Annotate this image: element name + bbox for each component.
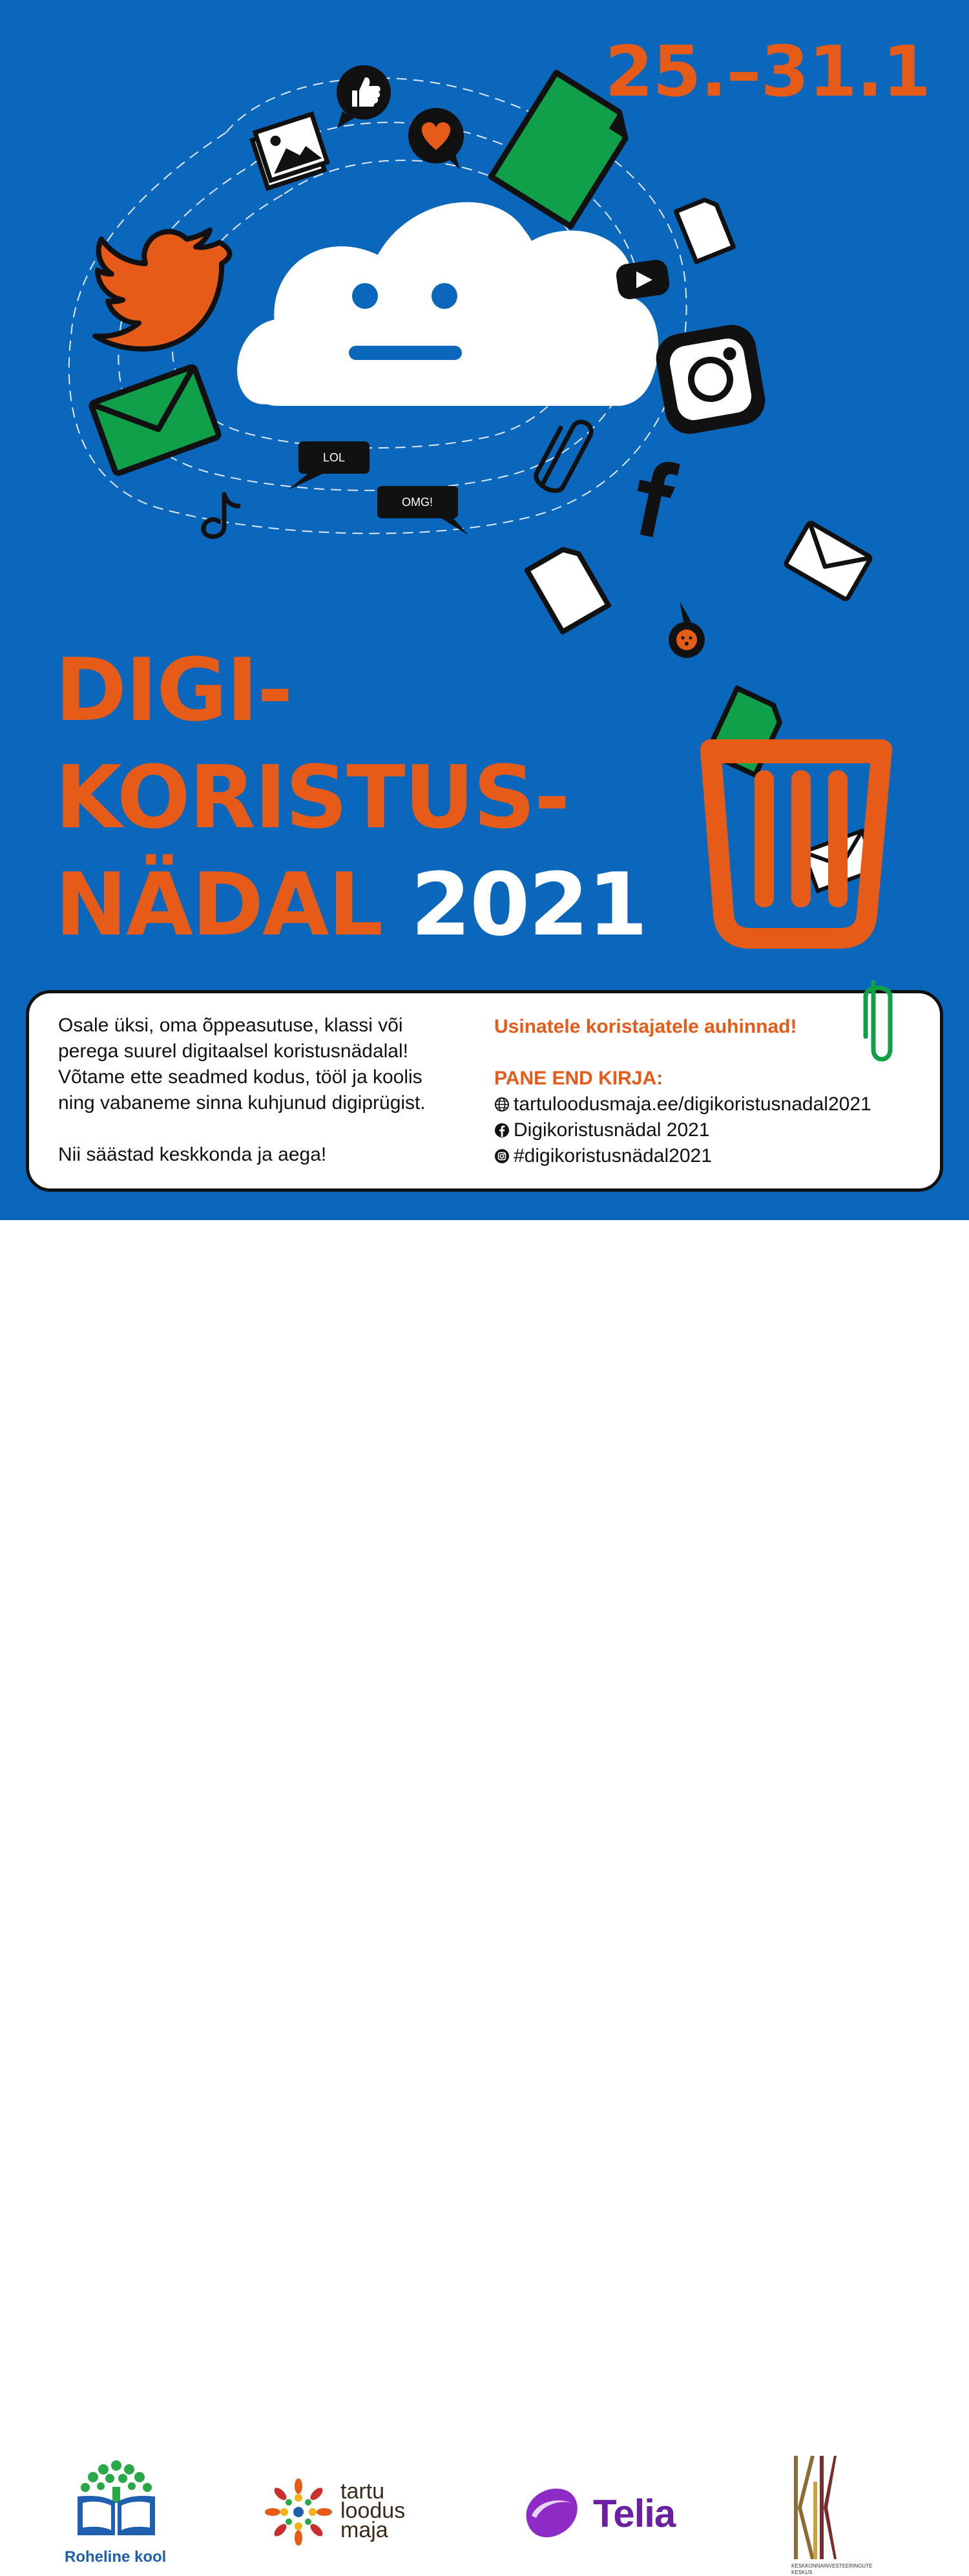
facebook-text: Digikoristusnädal 2021 [514,1119,710,1141]
website-link[interactable] [494,1092,927,1117]
title-word-nadal: NÄDAL [55,854,382,955]
trash-can-icon [705,688,886,938]
closing-line: Nii säästad keskkonda ja aega! [58,1144,327,1165]
loodus-text: loodus [340,2498,406,2523]
document-icon [676,196,733,262]
emoji-bubble-icon [669,601,705,658]
tartu-loodusmaja-text [340,2479,406,2542]
prizes-text: Usinatele koristajatele auhinnad! [494,1016,797,1037]
omg-bubble-icon [377,486,468,535]
description [58,1013,472,1168]
info-box [26,990,943,1192]
roheline-kool-text: Roheline kool [65,2548,167,2566]
facebook-icon [629,456,680,540]
globe-icon [494,1097,510,1112]
lol-bubble-icon [288,441,370,490]
envelope-icon [785,522,871,600]
title-line-3 [55,851,647,958]
title-line-2: KORISTUS- [55,747,569,848]
green-envelope-icon [90,366,219,474]
document-icon-2 [527,544,609,631]
instagram-link[interactable] [494,1143,927,1169]
description-line: Osale üksi, oma õppeasutuse, klassi või [58,1015,403,1036]
paperclip-icon [532,414,594,495]
green-paperclip-icon [859,977,898,1068]
description-line: Võtame ette seadmed kodus, tööl ja koolis [58,1066,422,1088]
photo-icon [250,114,329,189]
tiktok-icon [203,494,238,536]
roheline-kool-logo [71,2458,162,2542]
telia-logo [520,2480,585,2545]
instagram-small-icon [494,1148,510,1164]
tartu-text: tartu [340,2479,385,2504]
instagram-text: #digikoristusnädal2021 [514,1145,712,1167]
poster-background [0,0,969,1220]
signup-heading: PANE END KIRJA: [494,1068,663,1089]
title-year: 2021 [410,854,647,955]
like-bubble-icon [337,65,391,128]
kik-subtitle [791,2563,921,2576]
facebook-link[interactable] [494,1117,927,1143]
cloud-face-icon [238,202,658,406]
instagram-icon [652,321,769,438]
omg-text: OMG! [402,496,433,509]
event-date: 25.–31.1 [605,32,930,112]
facebook-small-icon [494,1123,510,1138]
tartu-loodusmaja-logo [264,2477,333,2547]
kik-sub-line2: KESKUS [791,2570,813,2575]
twitter-icon [95,230,229,349]
kik-logo [791,2456,837,2559]
poster-title [55,637,647,958]
kik-sub-line1: KESKKONNAINVESTEERINGUTE [791,2563,873,2569]
title-line-1: DIGI- [55,640,292,741]
lol-text: LOL [322,451,346,464]
maja-text: maja [340,2518,388,2542]
sponsor-logos [0,1220,969,2575]
description-line: ning vabaneme sinna kuhjunud digiprügist. [58,1092,426,1114]
description-line: perega suurel digitaalsel koristusnädalal! [58,1040,408,1062]
website-text: tartuloodusmaja.ee/digikoristusnadal2021 [514,1093,871,1115]
telia-text: Telia [593,2492,676,2535]
